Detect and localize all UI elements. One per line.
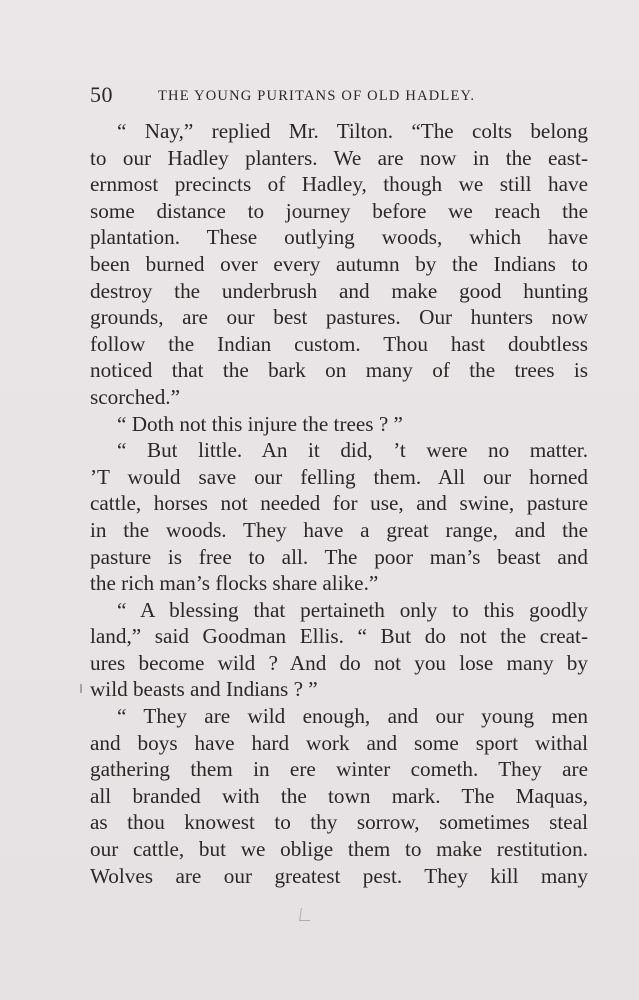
text-line: follow the Indian custom. Thou hast doubtless: [90, 331, 588, 356]
body-text: [90, 118, 588, 889]
text-line: noticed that the bark on many of the trees is: [90, 358, 588, 383]
text-line: to our Hadley planters. We are now in the east-: [90, 145, 588, 170]
text-line: grounds, are our best pastures. Our hunters now: [90, 305, 588, 330]
text-line: been burned over every autumn by the Indians to: [90, 251, 588, 276]
page-number: 50: [90, 82, 113, 107]
footer-mark: [299, 908, 312, 921]
text-line: and boys have hard work and some sport withal: [90, 730, 588, 755]
margin-mark: [80, 684, 82, 693]
text-line: scorched.”: [90, 384, 180, 409]
text-line: cattle, horses not needed for use, and swine, pasture: [90, 491, 588, 516]
text-line: ernmost precincts of Hadley, though we still have: [90, 172, 588, 197]
text-line: Wolves are our greatest pest. They kill many: [90, 863, 588, 888]
text-line: our cattle, but we oblige them to make restitution.: [90, 837, 588, 862]
text-line: wild beasts and Indians ? ”: [90, 677, 318, 702]
text-line: destroy the underbrush and make good hunting: [90, 278, 588, 303]
text-line: land,” said Goodman Ellis. “ But do not the creat-: [90, 624, 588, 649]
text-line: “ A blessing that pertaineth only to this goodly: [117, 597, 588, 622]
text-line: gathering them in ere winter cometh. They are: [90, 757, 588, 782]
text-line: “ They are wild enough, and our young men: [117, 704, 588, 729]
text-line: all branded with the town mark. The Maquas,: [90, 783, 588, 808]
text-line: as thou knowest to thy sorrow, sometimes steal: [90, 810, 588, 835]
text-line: ures become wild ? And do not you lose many by: [90, 650, 588, 675]
text-line: “ But little. An it did, ’t were no matter.: [117, 438, 588, 463]
text-line: “ Doth not this injure the trees ? ”: [117, 411, 403, 436]
text-line: pasture is free to all. The poor man’s beast and: [90, 544, 588, 569]
running-head: THE YOUNG PURITANS OF OLD HADLEY.: [158, 88, 476, 104]
text-line: “ Nay,” replied Mr. Tilton. “The colts belong: [117, 119, 588, 143]
page-header: [90, 80, 520, 110]
text-line: ’T would save our felling them. All our horned: [90, 464, 588, 489]
text-line: the rich man’s flocks share alike.”: [90, 571, 379, 596]
text-line: plantation. These outlying woods, which have: [90, 225, 588, 250]
text-line: in the woods. They have a great range, and the: [90, 517, 588, 542]
text-line: some distance to journey before we reach the: [90, 198, 588, 223]
